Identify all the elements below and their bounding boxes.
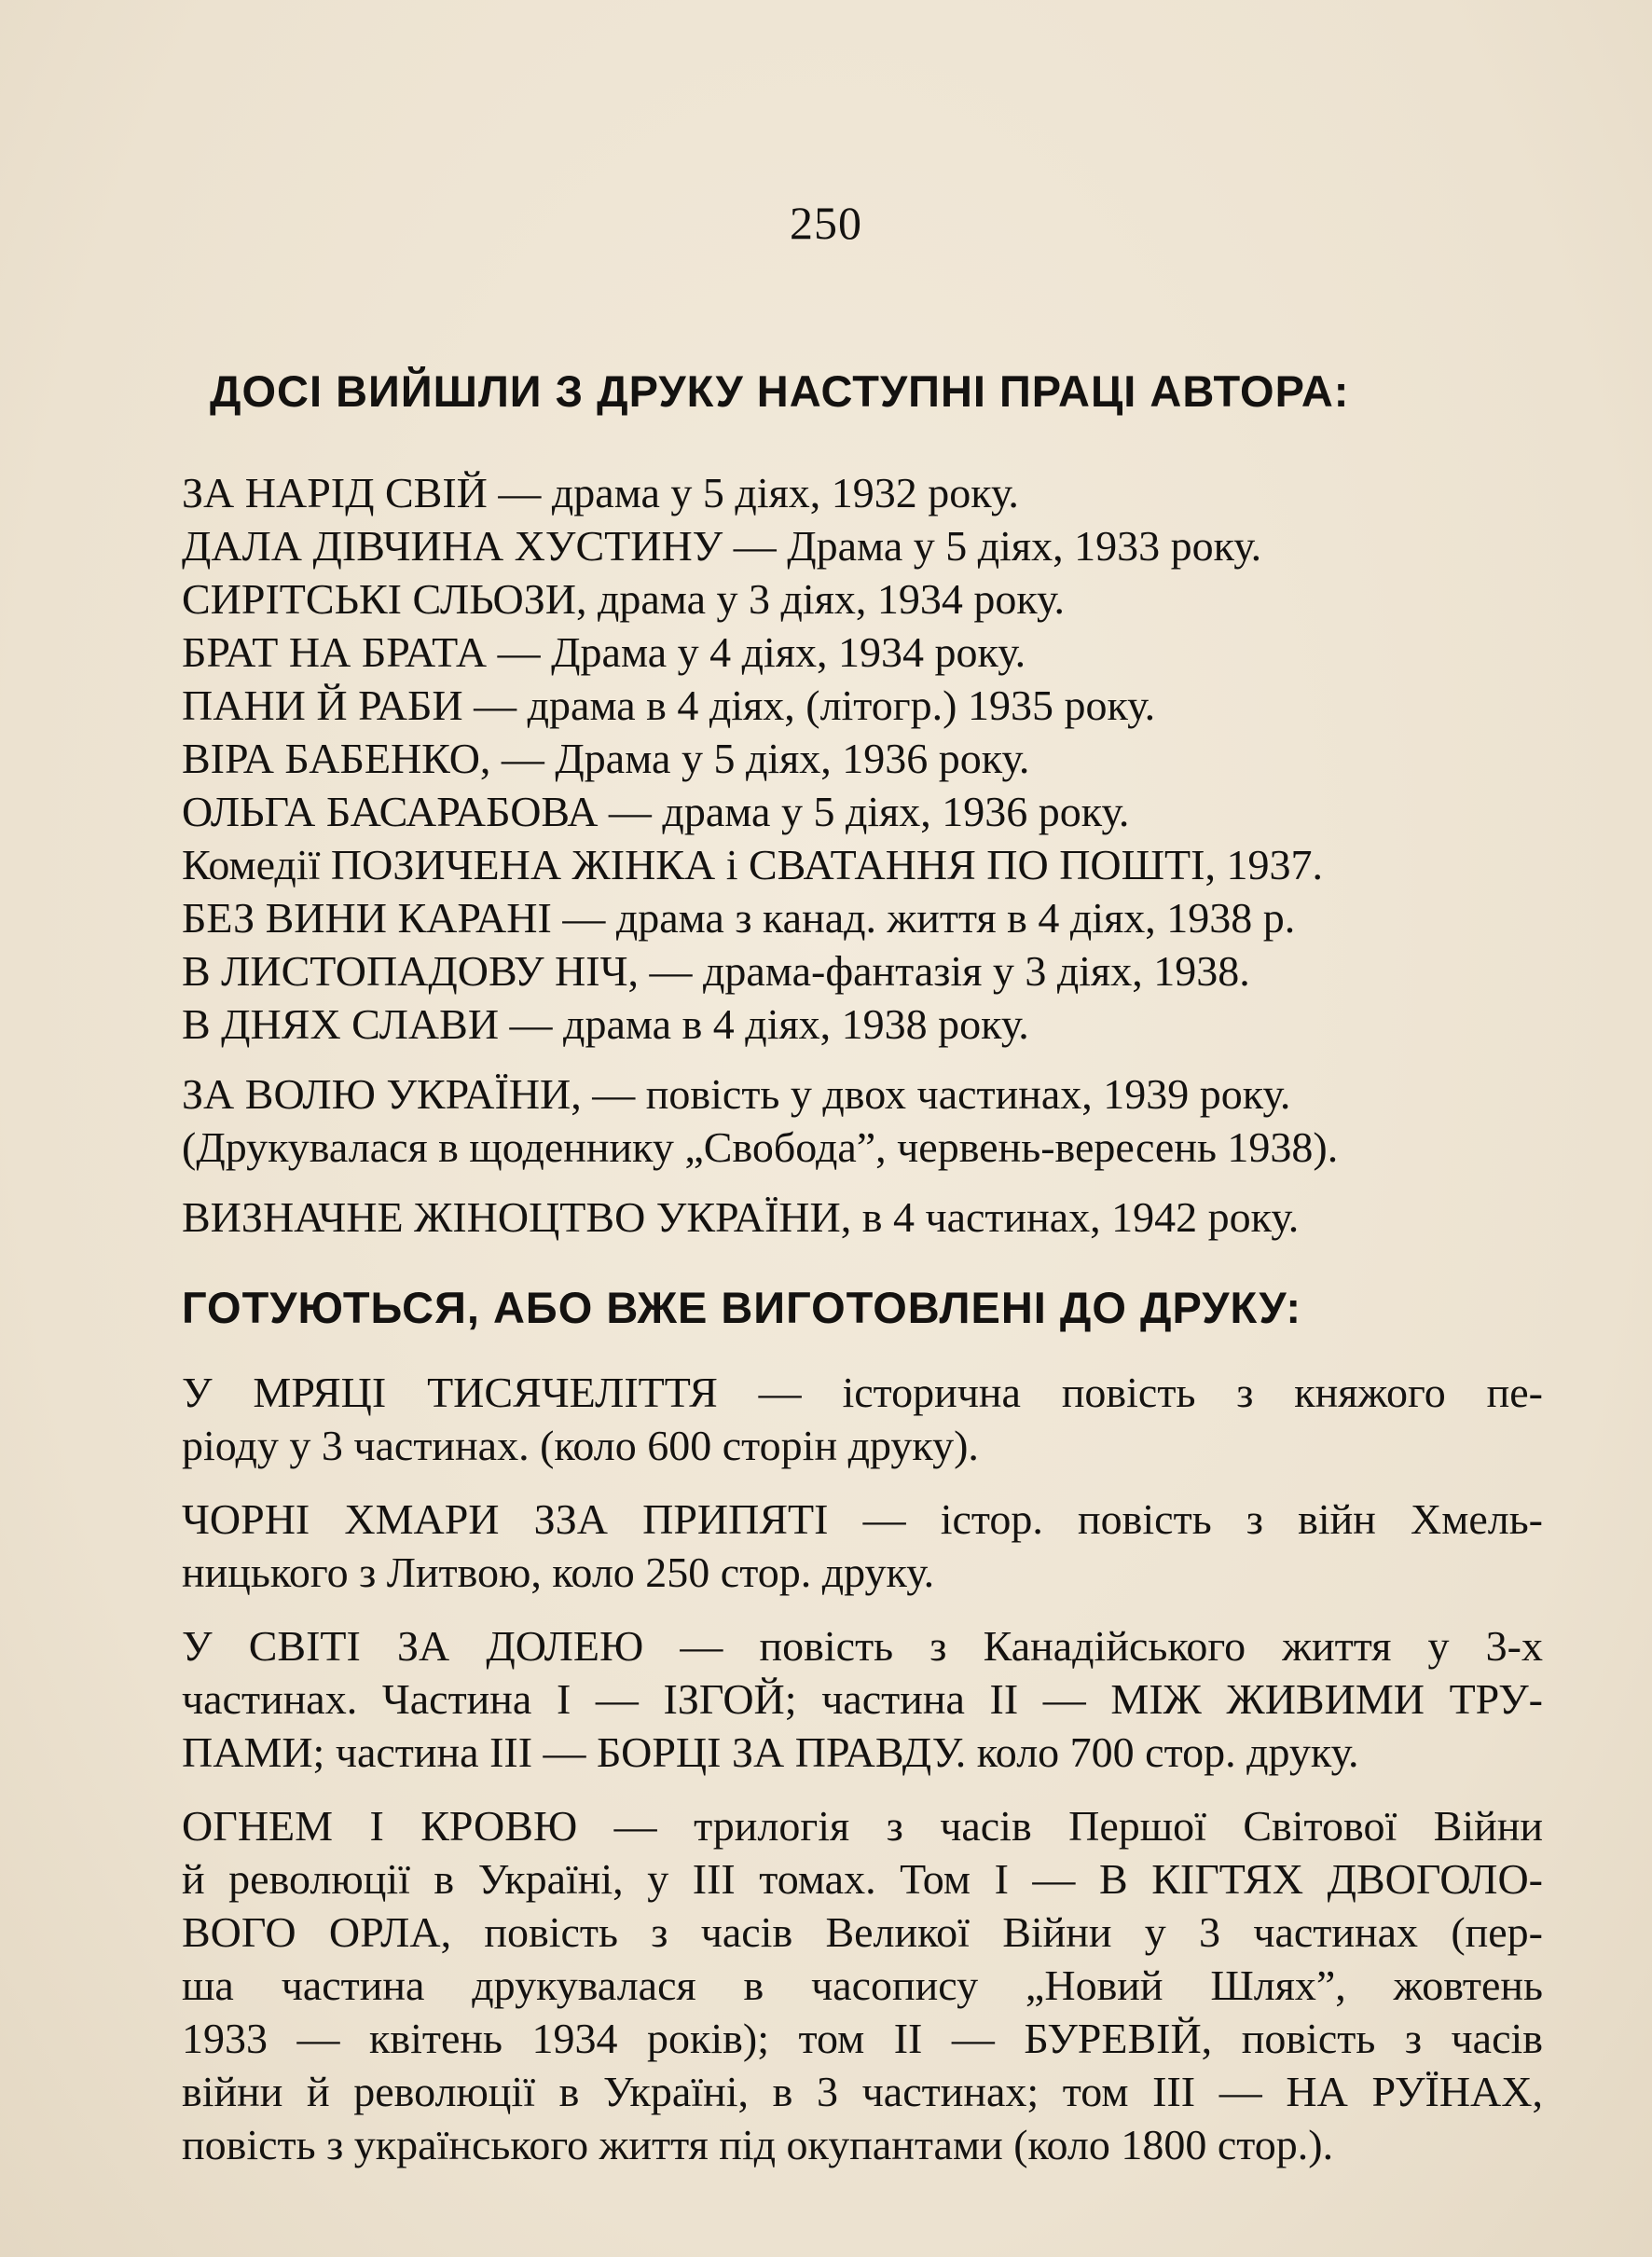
preparing-line: 1933 — квітень 1934 років); том ІІ — БУРЕВІЙ, повість з часів	[182, 2015, 1543, 2062]
published-item: БРАТ НА БРАТА — Драма у 4 діях, 1934 року.	[182, 628, 1026, 676]
published-item: В ЛИСТОПАДОВУ НІЧ, — драма-фантазія у 3 діях, 1938.	[182, 947, 1250, 995]
preparing-line: повість з українського життя під окупантами (коло 1800 стор.).	[182, 2121, 1334, 2168]
published-item: ВІРА БАБЕНКО, — Драма у 5 діях, 1936 року.	[182, 735, 1030, 782]
preparing-line: ПАМИ; частина ІІІ — БОРЦІ ЗА ПРАВДУ. коло 700 стор. друку.	[182, 1728, 1359, 1776]
preparing-list	[182, 1366, 1543, 2192]
published-item: БЕЗ ВИНИ КАРАНІ — драма з канад. життя в 4 діях, 1938 р.	[182, 894, 1296, 942]
published-item: В ДНЯХ СЛАВИ — драма в 4 діях, 1938 року.	[182, 1000, 1029, 1048]
published-item: СИРІТСЬКІ СЛЬОЗИ, драма у 3 діях, 1934 року.	[182, 575, 1065, 623]
preparing-line: ша частина друкувалася в часопису „Новий Шлях”, жовтень	[182, 1961, 1543, 2009]
page-number: 250	[790, 197, 862, 249]
preparing-line: У МРЯЦІ ТИСЯЧЕЛІТТЯ — історична повість з княжого пе-	[182, 1369, 1543, 1416]
preparing-line: й революції в Україні, у ІІІ томах. Том І — В КІГТЯХ ДВОГОЛО-	[182, 1855, 1543, 1903]
published-item: ЗА ВОЛЮ УКРАЇНИ, — повість у двох частинах, 1939 року.	[182, 1070, 1291, 1118]
heading-preparing: ГОТУЮТЬСЯ, АБО ВЖЕ ВИГОТОВЛЕНІ ДО ДРУКУ:	[182, 1283, 1302, 1332]
preparing-line: ницького з Литвою, коло 250 стор. друку.	[182, 1548, 935, 1596]
preparing-entry	[182, 1799, 1543, 2171]
published-list	[182, 466, 1543, 1244]
preparing-entry	[182, 1366, 1543, 1472]
preparing-line: війни й революції в Україні, в 3 частинах; том ІІІ — НА РУЇНАХ,	[182, 2068, 1543, 2115]
published-item: Комедії ПОЗИЧЕНА ЖІНКА і СВАТАННЯ ПО ПОШТІ, 1937.	[182, 841, 1323, 888]
heading-published: ДОСІ ВИЙШЛИ З ДРУКУ НАСТУПНІ ПРАЦІ АВТОРА:	[210, 366, 1350, 416]
preparing-line: ОГНЕМ І КРОВЮ — трилогія з часів Першої Світової Війни	[182, 1802, 1543, 1850]
preparing-entry	[182, 1493, 1543, 1599]
preparing-line: У СВІТІ ЗА ДОЛЕЮ — повість з Канадійського життя у 3-х	[182, 1622, 1543, 1670]
preparing-line: ЧОРНІ ХМАРИ ЗЗА ПРИПЯТІ — істор. повість з війн Хмель-	[182, 1495, 1543, 1543]
preparing-line: ВОГО ОРЛА, повість з часів Великої Війни у 3 частинах (пер-	[182, 1908, 1543, 1956]
preparing-line: ріоду у 3 частинах. (коло 600 сторін друку).	[182, 1422, 979, 1469]
published-item: ПАНИ Й РАБИ — драма в 4 діях, (літогр.) 1935 року.	[182, 681, 1156, 729]
published-item: ЗА НАРІД СВІЙ — драма у 5 діях, 1932 року.	[182, 469, 1019, 516]
published-item: ДАЛА ДІВЧИНА ХУСТИНУ — Драма у 5 діях, 1933 року.	[182, 522, 1262, 570]
preparing-entry	[182, 1619, 1543, 1779]
published-item-note: (Друкувалася в щоденнику „Свобода”, червень-вересень 1938).	[182, 1123, 1339, 1171]
preparing-line: частинах. Частина І — ІЗГОЙ; частина ІІ — МІЖ ЖИВИМИ ТРУ-	[182, 1675, 1543, 1723]
published-item: ВИЗНАЧНЕ ЖІНОЦТВО УКРАЇНИ, в 4 частинах, 1942 року.	[182, 1193, 1300, 1241]
published-item: ОЛЬГА БАСАРАБОВА — драма у 5 діях, 1936 року.	[182, 788, 1130, 835]
